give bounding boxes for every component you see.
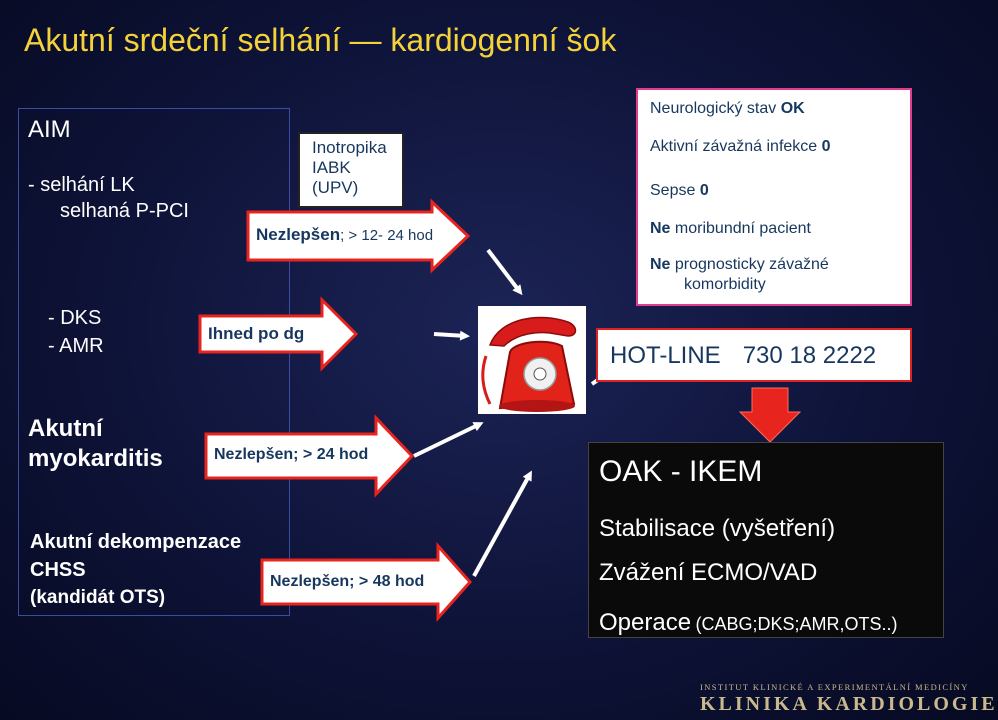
arrow-label-48h: Nezlepšen; > 48 hod [270,573,425,590]
ikem-logo [700,682,998,716]
oak-operace: Operace (CABG;DKS;AMR,OTS..) [599,609,898,636]
support-upv: (UPV) [312,178,359,197]
support-inotropika: Inotropika [312,138,387,157]
criteria-neuro: Neurologický stav OK [650,100,805,117]
arrow-line-3 [414,424,480,456]
criteria-sepse: Sepse 0 [650,182,709,199]
hotline-label: HOT-LINE [610,342,721,369]
label-chss-line3: (kandidát OTS) [30,587,166,608]
title-dash: — [349,22,382,58]
label-lk-line1: - selhání LK [28,174,135,196]
criteria-komorbidity: Ne prognosticky závažné [650,256,829,273]
arrow-label-12-24h-rest: ; > 12- 24 hod [340,227,434,244]
label-aim: AIM [28,116,71,143]
label-chss-line1: Akutní dekompenzace [30,531,242,553]
telephone-icon [478,306,586,414]
label-lk-line2: selhaná P-PCI [60,200,189,222]
arrow-label-24h: Nezlepšen; > 24 hod [214,446,369,463]
title-main: Akutní srdeční selhání [24,22,341,58]
arrow-line-1 [488,250,520,292]
label-myo-line2: myokarditis [28,445,163,472]
arrow-line-4 [474,474,530,576]
label-dks: - DKS [48,307,102,329]
support-therapy-box [298,132,404,208]
criteria-box [636,88,912,306]
oak-ikem-box [588,442,944,638]
hotline-number: 730 18 2222 [742,342,877,369]
label-chss-line2: CHSS [30,559,86,581]
arrow-label-12-24h-bold: Nezlepšen [256,225,341,244]
criteria-infekce: Aktivní závažná infekce 0 [650,138,831,155]
arrow-label-ihned: Ihned po dg [208,324,305,343]
title-sub: kardiogenní šok [390,22,617,58]
oak-ecmo: Zvážení ECMO/VAD [599,559,818,586]
label-myo-line1: Akutní [28,415,103,442]
oak-stabilisace: Stabilisace (vyšetření) [599,515,836,542]
arrow-line-2 [434,334,466,336]
oak-title: OAK - IKEM [599,455,763,488]
logo-clinic: KLINIKA KARDIOLOGIE [700,693,998,715]
hotline-box [596,328,912,382]
arrow-down-red [740,388,800,442]
support-iabk: IABK [312,158,351,177]
arrow-label-12-24h [256,225,433,245]
logo-institute: INSTITUT KLINICKÉ A EXPERIMENTÁLNÍ MEDICÍNY [700,682,969,692]
label-amr: - AMR [48,335,104,357]
criteria-moribundni: Ne moribundní pacient [650,220,811,237]
criteria-komorbidity-line2: komorbidity [684,276,766,293]
